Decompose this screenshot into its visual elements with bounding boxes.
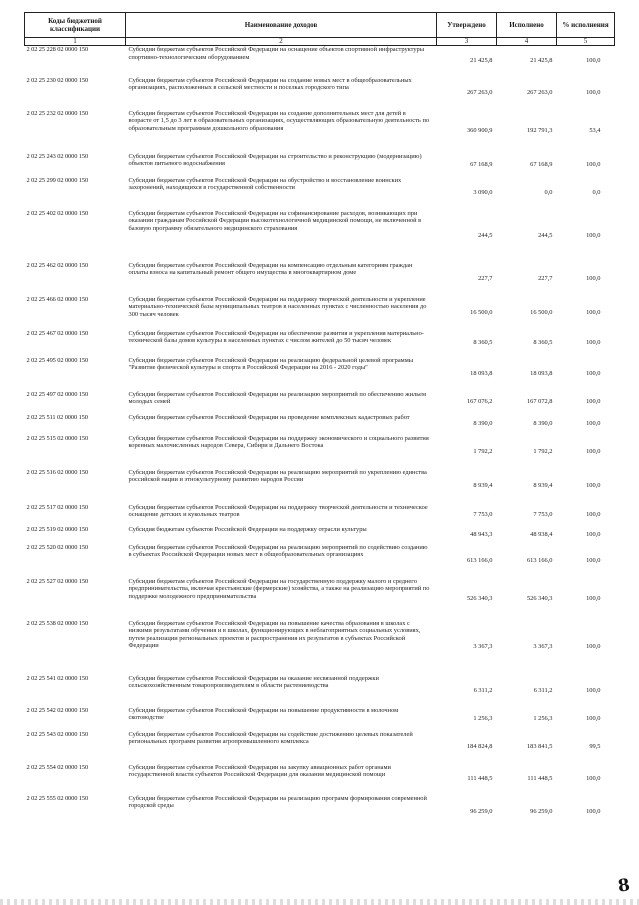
execution-percent: 100,0: [586, 420, 601, 428]
approved-amount: 111 448,5: [467, 775, 493, 783]
execution-percent: 100,0: [586, 89, 601, 97]
approved-amount: 6 311,2: [473, 686, 493, 694]
execution-percent: 100,0: [586, 594, 601, 602]
execution-percent: 100,0: [586, 231, 601, 239]
executed-amount: 1 256,3: [533, 714, 553, 722]
revenue-name: Субсидии бюджетам субъектов Российской Федерации на содействие достижению целевых показателей региональных программ развития агропромышленного комплекса: [128, 730, 413, 746]
revenue-name: Субсидии бюджетам субъектов Российской Федерации на реализацию мероприятий по укреплению единства российской нации и этнокультурному развитию народов России: [128, 468, 427, 484]
execution-percent: 100,0: [586, 808, 601, 816]
executed-amount: 21 425,8: [530, 57, 553, 65]
table-row: [25, 526, 615, 544]
table-header-row: [25, 13, 615, 38]
budget-code: 2 02 25 495 02 0000 150: [26, 356, 89, 364]
execution-percent: 100,0: [586, 369, 601, 377]
page-number: 8: [616, 875, 632, 897]
approved-amount: 244,5: [478, 231, 493, 239]
execution-percent: 100,0: [586, 530, 601, 538]
executed-amount: 227,7: [538, 274, 553, 282]
budget-code: 2 02 25 543 02 0000 150: [26, 730, 89, 738]
column-number-row: [25, 38, 615, 46]
budget-code: 2 02 25 228 02 0000 150: [26, 46, 89, 53]
revenue-name: Субсидии бюджетам субъектов Российской Федерации на государственную поддержку малого и среднего предпринимательства, включая крестьянские (фермерские) хозяйства, а также на реализацию мероприятий по поддержке молодежного предпринимательства: [128, 577, 430, 600]
revenue-name: Субсидии бюджетам субъектов Российской Федерации на поддержку творческой деятельности и техническое оснащение детских и кукольных театров: [128, 503, 428, 519]
table-row: [25, 469, 615, 504]
executed-amount: 16 500,0: [530, 308, 553, 316]
table-row: [25, 707, 615, 731]
header-approved: Утверждено: [437, 13, 497, 38]
executed-amount: 48 938,4: [530, 530, 553, 538]
revenue-name: Субсидии бюджетам субъектов Российской Федерации на поддержку творческой деятельности и укрепление материально-технической базы муниципальных театров в населенных пунктах с численностью населения до 300 тысяч человек: [128, 295, 427, 318]
executed-amount: 7 753,0: [533, 510, 553, 518]
execution-percent: 100,0: [586, 686, 601, 694]
revenue-name: Субсидии бюджетам субъектов Российской Федерации на реализацию программ формирования современной городской среды: [128, 794, 427, 810]
table-row: [25, 296, 615, 330]
budget-code: 2 02 25 230 02 0000 150: [26, 76, 89, 84]
budget-code: 2 02 25 542 02 0000 150: [26, 706, 89, 714]
executed-amount: 613 166,0: [526, 556, 553, 564]
column-number: 2: [126, 38, 437, 46]
table-row: [25, 391, 615, 414]
execution-percent: 100,0: [586, 398, 601, 406]
header-percent: % исполнения: [557, 13, 615, 38]
column-number: 3: [437, 38, 497, 46]
executed-amount: 111 448,5: [527, 775, 553, 783]
table-row: [25, 504, 615, 526]
revenue-table: [24, 12, 615, 830]
revenue-name: Субсидии бюджетам субъектов Российской Федерации на проведение комплексных кадастровых работ: [128, 413, 410, 421]
execution-percent: 100,0: [586, 274, 601, 282]
executed-amount: 244,5: [538, 231, 553, 239]
execution-percent: 100,0: [586, 447, 601, 455]
executed-amount: 267 263,0: [526, 89, 553, 97]
executed-amount: 192 791,3: [526, 127, 553, 135]
revenue-name: Субсидии бюджетам субъектов Российской Федерации на строительство и реконструкцию (модернизацию) объектов питьевого водоснабжения: [128, 152, 422, 168]
budget-code: 2 02 25 516 02 0000 150: [26, 468, 89, 476]
executed-amount: 0,0: [544, 189, 553, 197]
column-number: 5: [557, 38, 615, 46]
budget-code: 2 02 25 538 02 0000 150: [26, 619, 89, 627]
revenue-name: Субсидии бюджетам субъектов Российской Федерации на оснащение объектов спортивной инфраструктуры спортивно-технологическим оборудованием: [128, 46, 425, 61]
approved-amount: 8 390,0: [473, 420, 493, 428]
table-row: [25, 620, 615, 675]
approved-amount: 360 900,9: [466, 127, 493, 135]
budget-code: 2 02 25 462 02 0000 150: [26, 261, 89, 269]
revenue-name: Субсидии бюджетам субъектов Российской Федерации на оказание несвязанной поддержки сельскохозяйственным товаропроизводителям в области растениеводства: [128, 674, 379, 690]
revenue-name: Субсидии бюджетам субъектов Российской Федерации на создание дополнительных мест для детей в возрасте от 1,5 до 3 лет в образовательных организациях, осуществляющих образовательную деятельность по образовательным программам дошкольного образования: [128, 109, 430, 132]
table-row: [25, 110, 615, 153]
revenue-name: Субсидии бюджетам субъектов Российской Федерации на обустройство и восстановление воинских захоронений, находящихся в государственной собственности: [128, 176, 402, 192]
document-page: [24, 12, 614, 830]
revenue-name: Субсидии бюджетам субъектов Российской Федерации на реализацию мероприятий по содействию созданию в субъектах Российской Федерации новых мест в общеобразовательных организациях: [128, 543, 428, 559]
executed-amount: 8 360,5: [533, 339, 553, 347]
executed-amount: 8 939,4: [533, 482, 553, 490]
budget-code: 2 02 25 519 02 0000 150: [26, 525, 89, 533]
approved-amount: 8 939,4: [473, 482, 493, 490]
execution-percent: 0,0: [592, 189, 601, 197]
approved-amount: 96 259,0: [470, 808, 493, 816]
execution-percent: 100,0: [586, 556, 601, 564]
approved-amount: 1 792,2: [473, 447, 493, 455]
table-row: [25, 544, 615, 578]
approved-amount: 7 753,0: [473, 510, 493, 518]
executed-amount: 67 168,9: [530, 160, 553, 168]
budget-code: 2 02 25 467 02 0000 150: [26, 329, 89, 337]
budget-code: 2 02 25 299 02 0000 150: [26, 176, 89, 184]
execution-percent: 100,0: [586, 775, 601, 783]
executed-amount: 1 792,2: [533, 447, 553, 455]
budget-code: 2 02 25 554 02 0000 150: [26, 763, 89, 771]
execution-percent: 100,0: [586, 714, 601, 722]
budget-code: 2 02 25 511 02 0000 150: [26, 413, 88, 421]
execution-percent: 100,0: [586, 510, 601, 518]
execution-percent: 100,0: [586, 160, 601, 168]
revenue-name: Субсидии бюджетам субъектов Российской Федерации на повышение качества образования в школах с низкими результатами обучения и в школах, функционирующих в неблагоприятных социальных условиях, путем реализации региональных проектов и распространения их результатов в субъектах Российской Федерации: [128, 619, 421, 650]
table-row: [25, 357, 615, 391]
execution-percent: 100,0: [586, 339, 601, 347]
budget-code: 2 02 25 232 02 0000 150: [26, 109, 89, 117]
execution-percent: 99,5: [589, 743, 601, 751]
executed-amount: 3 367,3: [533, 643, 553, 651]
table-row: [25, 414, 615, 435]
execution-percent: 100,0: [586, 482, 601, 490]
table-row: [25, 46, 615, 77]
table-row: [25, 330, 615, 357]
executed-amount: 96 259,0: [530, 808, 553, 816]
revenue-name: Субсидии бюджетам субъектов Российской Федерации на создание новых мест в общеобразовательных организациях, расположенных в сельской местности и поселках городского типа: [128, 76, 412, 92]
budget-code: 2 02 25 517 02 0000 150: [26, 503, 89, 511]
table-row: [25, 795, 615, 830]
approved-amount: 267 263,0: [466, 89, 493, 97]
approved-amount: 184 824,8: [466, 743, 493, 751]
budget-code: 2 02 25 243 02 0000 150: [26, 152, 89, 160]
revenue-name: Субсидии бюджетам субъектов Российской Федерации на софинансирование расходов, возникающих при оказании гражданам Российской Федерации высокотехнологичной медицинской помощи, не включенной в базовую программу обязательного медицинского страхования: [128, 209, 422, 232]
approved-amount: 67 168,9: [470, 160, 493, 168]
budget-code: 2 02 25 541 02 0000 150: [26, 674, 89, 682]
approved-amount: 167 076,2: [466, 398, 493, 406]
executed-amount: 8 390,0: [533, 420, 553, 428]
table-row: [25, 578, 615, 620]
table-body: [25, 46, 615, 830]
execution-percent: 100,0: [586, 57, 601, 65]
table-row: [25, 262, 615, 296]
table-row: [25, 764, 615, 795]
revenue-name: Субсидии бюджетам субъектов Российской Федерации на реализацию федеральной целевой программы "Развитие физической культуры и спорта в Российской Федерации на 2016 - 2020 годы": [128, 356, 414, 372]
table-row: [25, 731, 615, 764]
revenue-name: Субсидии бюджетам субъектов Российской Федерации на компенсацию отдельным категориям граждан оплаты взноса на капитальный ремонт общего имущества в многоквартирном доме: [128, 261, 413, 277]
revenue-name: Субсидии бюджетам субъектов Российской Федерации на повышение продуктивности в молочном скотоводстве: [128, 706, 399, 722]
header-executed: Исполнено: [497, 13, 557, 38]
budget-code: 2 02 25 402 02 0000 150: [26, 209, 89, 217]
approved-amount: 613 166,0: [466, 556, 493, 564]
approved-amount: 1 256,3: [473, 714, 493, 722]
budget-code: 2 02 25 527 02 0000 150: [26, 577, 89, 585]
revenue-name: Субсидии бюджетам субъектов Российской Федерации на реализацию мероприятий по обеспечению жильем молодых семей: [128, 390, 426, 406]
execution-percent: 100,0: [586, 308, 601, 316]
revenue-name: Субсидии бюджетам субъектов Российской Федерации на поддержку экономического и социального развития коренных малочисленных народов Севера, Сибири и Дальнего Востока: [128, 434, 429, 450]
header-codes: Коды бюджетной классификации: [25, 13, 126, 38]
approved-amount: 3 090,0: [473, 189, 493, 197]
column-number: 4: [497, 38, 557, 46]
budget-code: 2 02 25 555 02 0000 150: [26, 794, 89, 802]
header-name: Наименование доходов: [126, 13, 437, 38]
table-row: [25, 435, 615, 469]
executed-amount: 6 311,2: [533, 686, 553, 694]
approved-amount: 526 340,3: [466, 594, 493, 602]
table-row: [25, 210, 615, 262]
table-row: [25, 675, 615, 707]
approved-amount: 18 093,8: [470, 369, 493, 377]
approved-amount: 48 943,3: [470, 530, 493, 538]
approved-amount: 3 367,3: [473, 643, 493, 651]
column-number: 1: [25, 38, 126, 46]
table-row: [25, 77, 615, 110]
executed-amount: 18 093,8: [530, 369, 553, 377]
approved-amount: 21 425,8: [470, 57, 493, 65]
execution-percent: 53,4: [589, 127, 601, 135]
budget-code: 2 02 25 520 02 0000 150: [26, 543, 89, 551]
revenue-name: Субсидия бюджетам субъектов Российской Федерации на поддержку отрасли культуры: [128, 525, 367, 533]
revenue-name: Субсидии бюджетам субъектов Российской Федерации на закупку авиационных работ органами государственной власти субъектов Российской Федерации для оказания медицинской помощи: [128, 763, 391, 779]
execution-percent: 100,0: [586, 643, 601, 651]
scan-edge: [0, 899, 639, 905]
executed-amount: 183 841,5: [526, 743, 553, 751]
budget-code: 2 02 25 466 02 0000 150: [26, 295, 89, 303]
approved-amount: 16 500,0: [470, 308, 493, 316]
budget-code: 2 02 25 515 02 0000 150: [26, 434, 89, 442]
executed-amount: 167 072,8: [526, 398, 553, 406]
table-row: [25, 177, 615, 210]
budget-code: 2 02 25 497 02 0000 150: [26, 390, 89, 398]
executed-amount: 526 340,3: [526, 594, 553, 602]
revenue-name: Субсидии бюджетам субъектов Российской Федерации на обеспечение развития и укрепления материально-технической базы домов культуры в населенных пунктах с числом жителей до 50 тысяч человек: [128, 329, 424, 345]
table-row: [25, 153, 615, 177]
approved-amount: 227,7: [478, 274, 493, 282]
approved-amount: 8 360,5: [473, 339, 493, 347]
